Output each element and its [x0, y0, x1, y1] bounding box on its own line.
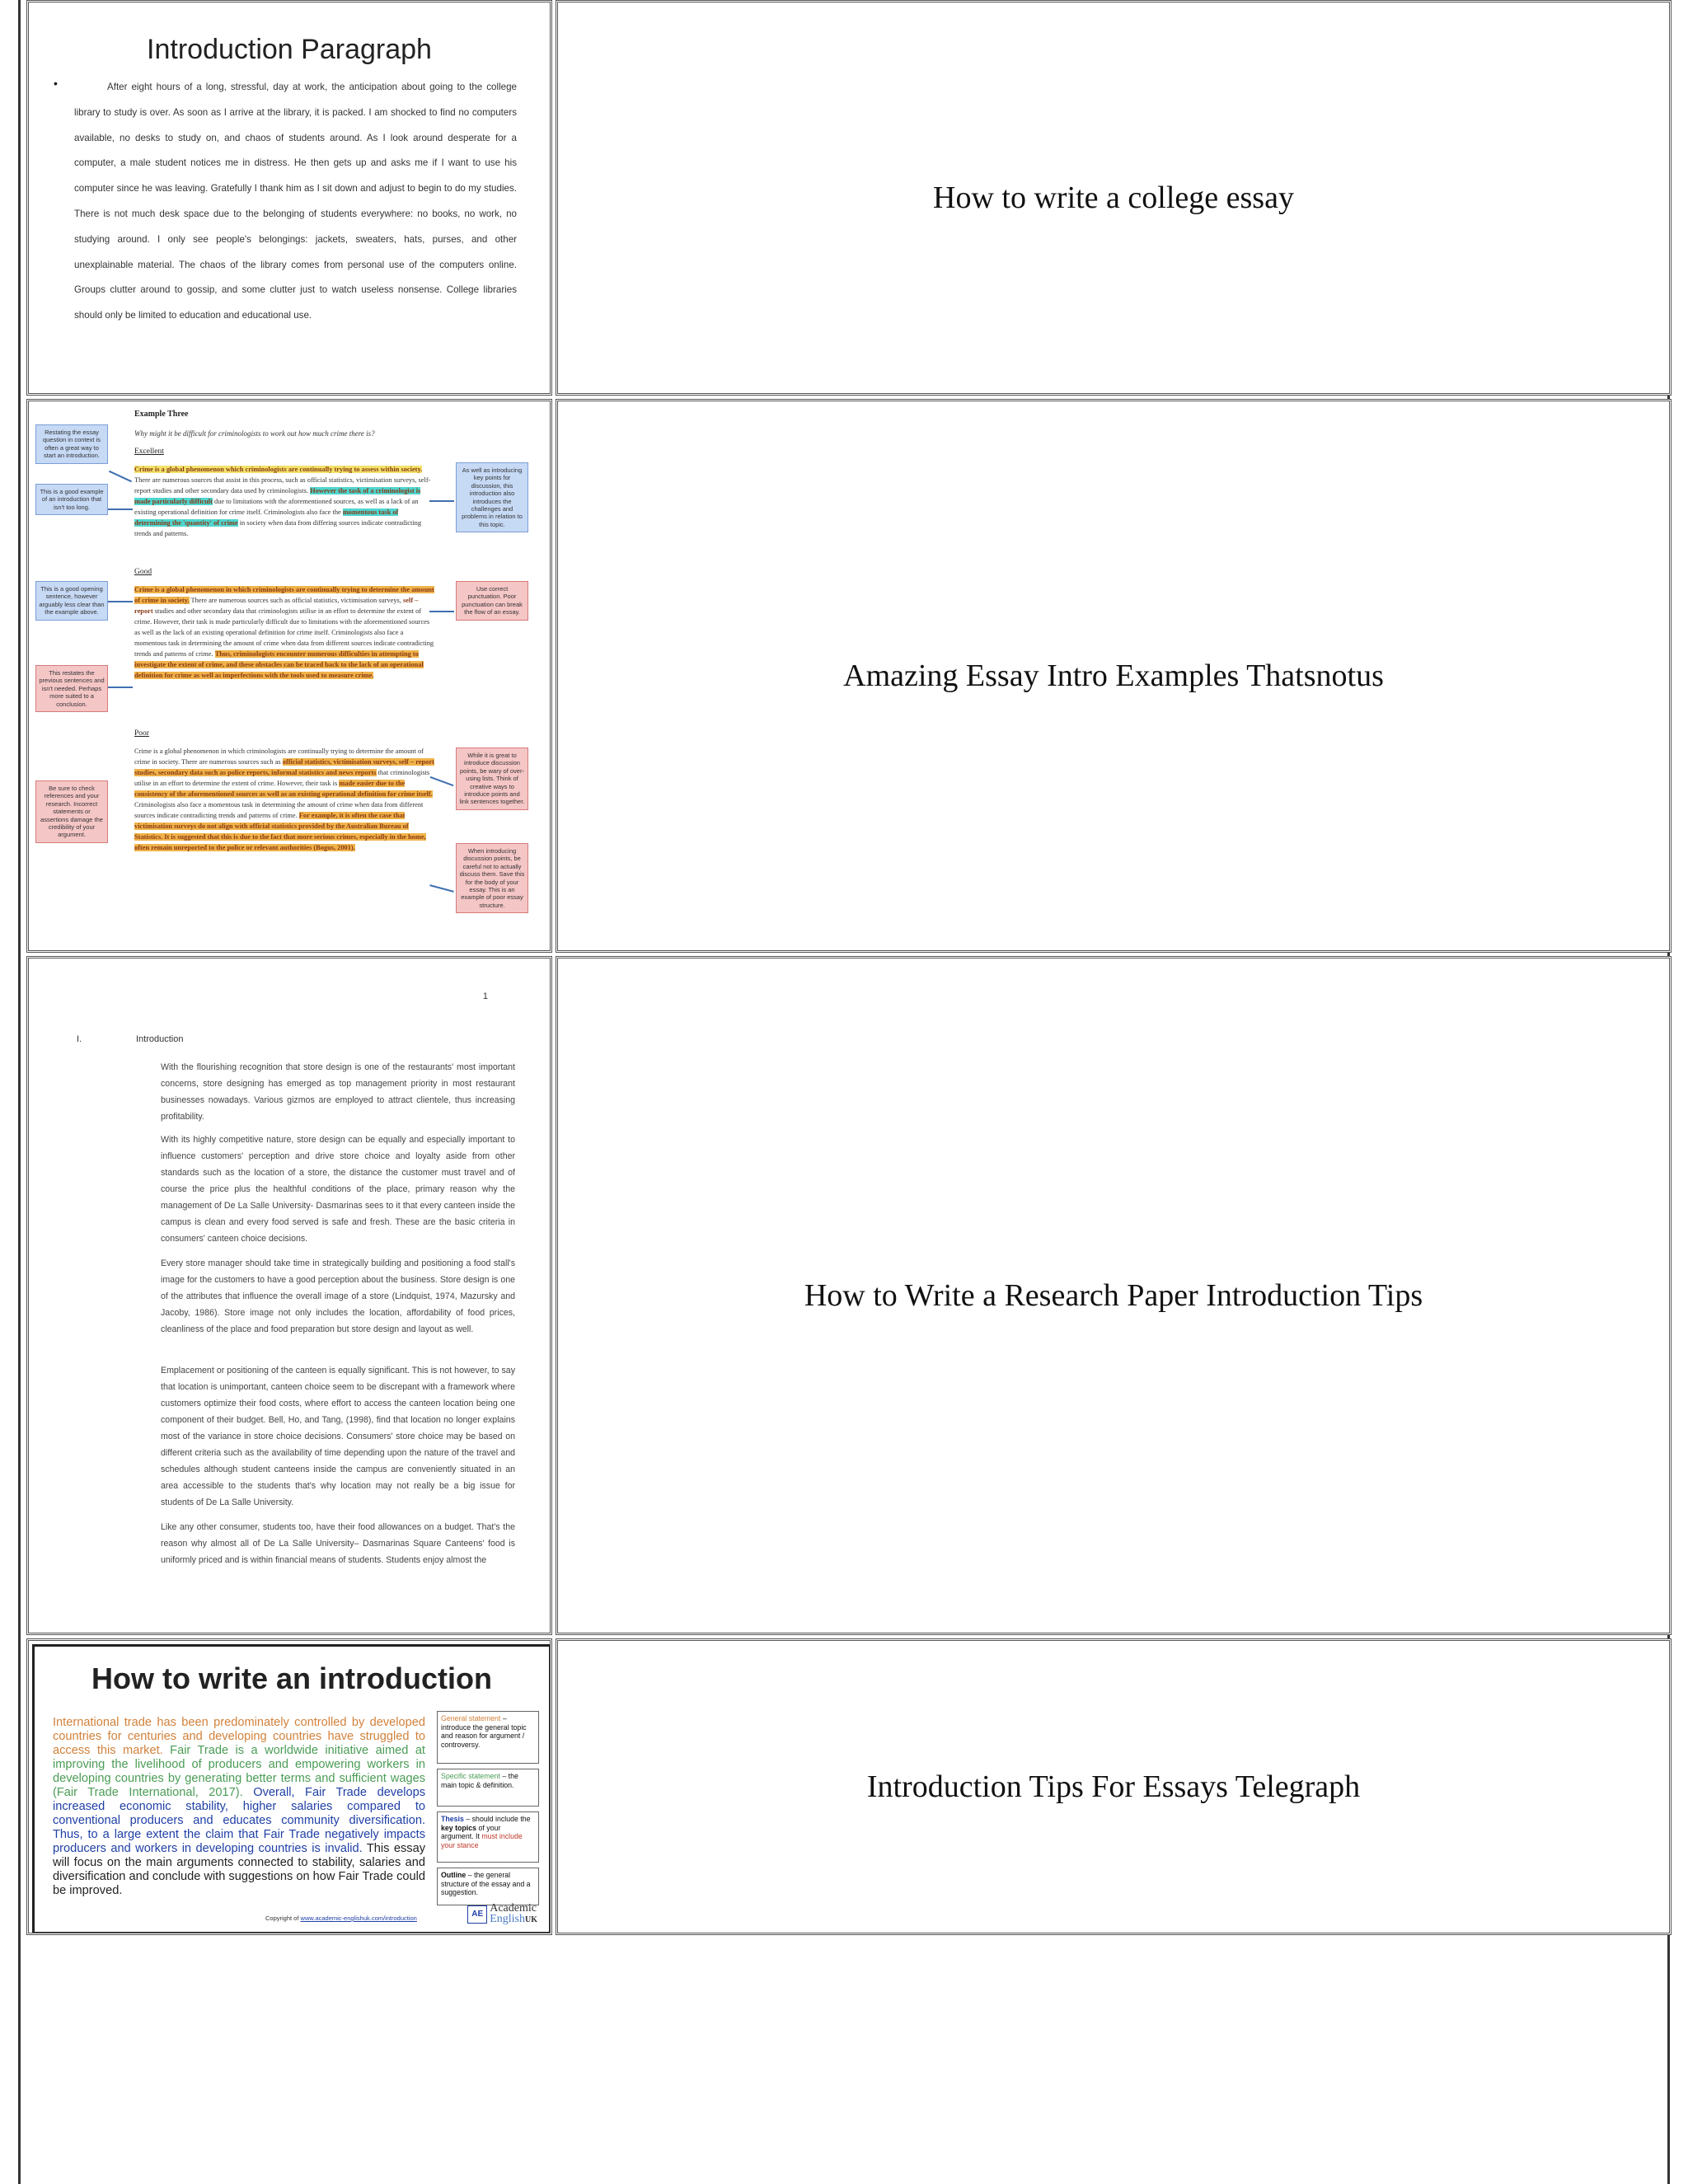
side-box-bold: key topics: [441, 1823, 477, 1832]
side-box-text: – the main topic & definition.: [441, 1772, 518, 1789]
copyright-text: Copyright of: [265, 1915, 301, 1922]
text: in society when data from differing sources indicate contradicting trends and patterns.: [134, 519, 422, 537]
caption-cell-3: [556, 956, 1672, 1635]
logo-text: [490, 1903, 537, 1925]
paragraph: With the flourishing recognition that store design is one of the restaurants' most important concerns, store designing has emerged as top management priority in most restaurant businesses nowadays. Various gizmos are employed to attract clientele, thus increasing profitability.: [161, 1062, 515, 1122]
thumb-paragraph: After eight hours of a long, stressful, day at work, the anticipation about going to the college library to study is over. As soon as I arrive at the library, it is packed. I am shocked to find no computers available, no desks to study on, and chaos of students around. As I look around desperate for a computer, a male student notices me in distress. He then gets up and asks me if I want to use his computer since he was leaving. Gratefully I thank him as I sit down and adjust to begin to do my studies. There is not much desk space due to the belonging of students everywhere: no books, no work, no studying around. I only see people's belongings: jackets, sweaters, hats, purses, and other unexplainable material. The chaos of the library comes from personal use of the computers online. Groups clutter around to gossip, and some clutter just to watch useless nonsense. College libraries should only be limited to education and educational use.: [74, 82, 517, 321]
side-box-warning: must include your stance: [441, 1832, 523, 1849]
logo-word: English: [490, 1913, 525, 1925]
text: due to limitations with the aforementioned sources, as well as a lack of an existing operational definition for crime itself. Criminologists also face the: [134, 498, 419, 516]
side-box-text: – should include the: [463, 1815, 531, 1823]
side-box-heading: Outline: [441, 1871, 467, 1879]
text-excellent: [134, 464, 436, 539]
logo-line2: [490, 1914, 537, 1925]
side-box-thesis: [437, 1811, 539, 1863]
label-good: Good: [134, 568, 152, 576]
side-box-text: of your argument. It: [441, 1823, 501, 1841]
highlight: Crime is a global phenomenon in which criminologists are continually trying to determine the amount of crime in society.: [134, 586, 434, 604]
caption-title[interactable]: How to Write a Research Paper Introduction Tips: [804, 1278, 1423, 1313]
highlight: momentous task of determining the 'quantity' of crime: [134, 509, 399, 527]
side-box-text: – the general structure of the essay and a suggestion.: [441, 1871, 531, 1897]
highlight: For example, it is often the case that victimisation surveys do not align with official statistics provided by the Australian Bureau of Statistics. It is suggested that this is due to the fact that more serious crimes, especially in the home, often remain unreported to the police or relevant authorities (Bogus, 2001).: [134, 812, 426, 851]
text: There are numerous sources such as official statistics, victimisation surveys,: [189, 597, 404, 604]
thesis-text: Overall, Fair Trade develops increased economic stability, higher salaries compared to conventional producers and educates community diversification. Thus, to a large extent the claim that Fair Trade negatively impacts producers and workers in developing countries is invalid.: [53, 1786, 425, 1855]
text: There are numerous sources that assist in this process, such as official statistics, victimisation surveys, self-report studies and other secondary data used by criminologists.: [134, 476, 431, 494]
bullet: •: [54, 77, 58, 90]
thumbnail-essay-intro-examples[interactable]: [26, 399, 552, 953]
bold-text: self – report: [134, 597, 419, 615]
arrow: [108, 687, 133, 688]
example-question: Why might it be difficult for criminologists to work out how much crime there is?: [134, 429, 375, 438]
side-box-heading: General statement: [441, 1714, 501, 1722]
arrow: [108, 601, 133, 602]
paragraph: Like any other consumer, students too, have their food allowances on a budget. That's the reason why almost all of De La Salle University– Dasmarinas Square Canteens' food is uniformly priced and is within financial means of students. Students enjoy almost the: [161, 1522, 515, 1565]
outline-text: This essay will focus on the main arguments connected to stability, salaries and diversification and conclude with suggestions on how Fair Trade could be improved.: [53, 1842, 425, 1897]
thumb-title: Introduction Paragraph: [147, 34, 432, 65]
arrow: [429, 611, 454, 612]
thumbnail-introduction-paragraph[interactable]: [26, 0, 552, 396]
note-opening-sentence: This is a good opening sentence, however arguably less clear than the example above.: [35, 581, 108, 621]
side-box-general: [437, 1711, 539, 1764]
highlight: Crime is a global phenomenon which criminologists are continually trying to assess within society.: [134, 466, 423, 473]
note-punctuation: Use correct punctuation. Poor punctuation can break the flow of an essay.: [456, 581, 528, 621]
side-box-heading: Thesis: [441, 1815, 464, 1823]
note-key-points: As well as introducing key points for discussion, this introduction also introduces the challenges and problems in relation to this topic.: [456, 462, 528, 532]
label-poor: Poor: [134, 729, 149, 738]
thumbnail-outer: [26, 1638, 552, 1935]
highlight: Thus, criminologists encounter numerous difficulties in attempting to investigate the extent of crime, and these obstacles can be traced back to the lack of an operational definition for crime as well as imperfections with the tools used to measure crime.: [134, 650, 424, 679]
highlight: official statistics, victimisation surveys, self – report studies, secondary data such as police reports, informal statistics and news reports: [134, 758, 434, 776]
caption-title[interactable]: Amazing Essay Intro Examples Thatsnotus: [843, 658, 1384, 693]
paragraph: Emplacement or positioning of the canteen is equally significant. This is not however, to say that location is unimportant, canteen choice seem to be discrepant with a framework where customers optimize their food costs, where effort to access the canteen location being one component of their budget. Bell, Ho, and Tang, (1998), find that location no longer explains most of the variance in store choice decisions. Consumers' store choice may be based on different criteria such as the availability of time depending upon the nature of the travel and schedules although student canteens inside the campus are conveniently situated in an area accessible to the students that's why location may not really be a big issue for students of De La Salle University.: [161, 1366, 515, 1507]
section-heading: Introduction: [136, 1034, 184, 1044]
arrow: [429, 884, 453, 893]
intro-paragraph: [53, 1716, 425, 1898]
paragraph: With its highly competitive nature, store design can be equally and especially important to influence customers' perception and drive store choice and loyalty aside from other standards such as the location of a store, the distance the customer must travel and of course the price plus the healthful conditions of the place, primary reason why the management of De La Salle University- Dasmarinas sees to it that every canteen inside the campus is clean and every food served is safe and fresh. These are the basic criteria in consumers' canteen choice decisions.: [161, 1135, 515, 1244]
caption-cell-2: [556, 399, 1672, 953]
note-good-example: This is a good example of an introduction that isn't too long.: [35, 484, 108, 515]
side-box-outline: [437, 1868, 539, 1905]
specific-statement-text: Fair Trade is a worldwide initiative aimed at improving the livelihood of producers and empowering workers in developing countries by generating better terms and sufficient wages (Fair Trade International, 2017).: [53, 1744, 425, 1799]
text: Crime is a global phenomenon in which criminologists are continually trying to determine the amount of crime in society. There are numerous sources such as: [134, 748, 424, 766]
text-poor: [134, 746, 436, 853]
note-restating: Restating the essay question in context is often a great way to start an introduction.: [35, 424, 108, 464]
logo-uk: UK: [525, 1915, 537, 1924]
logo-mark: AE: [467, 1905, 487, 1924]
text: Criminologists also face a momentous task in determining the amount of crime when data from different sources indicate contradicting trends and patterns of crime.: [134, 801, 424, 819]
text: that criminologists utilise in an effort to determine the extent of crime. However, their task is: [134, 769, 430, 787]
copyright-link[interactable]: www.academic-englishuk.com/introduction: [300, 1915, 417, 1922]
label-excellent: Excellent: [134, 448, 164, 456]
arrow: [109, 471, 132, 482]
note-lists: While it is great to introduce discussion points, be wary of over-using lists. Think of creative ways to introduce points and link sentences together.: [456, 748, 528, 810]
example-title: Example Three: [134, 410, 189, 419]
thumb-title: How to write an introduction: [91, 1661, 492, 1695]
note-check-references: Be sure to check references and your research. Incorrect statements or assertions damage the credibility of your argument.: [35, 780, 108, 843]
page-number: 1: [482, 991, 488, 1001]
note-restates: This restates the previous sentences and isn't needed. Perhaps more suited to a conclusion.: [35, 665, 108, 712]
paragraph: Every store manager should take time in strategically building and positioning a food stall's image for the customers to have a good perception about the business. Store design is one of the attributes that influence the overall image of a store (Lindquist, 1974, Mazursky and Jacoby, 1986). Store image not only includes the location, affordability of food prices, cleanliness of the place and food preparation but store design and layout as well.: [161, 1258, 515, 1334]
general-statement-text: International trade has been predominately controlled by developed countries for centuries and developing countries have struggled to access this market.: [53, 1716, 425, 1757]
caption-title[interactable]: Introduction Tips For Essays Telegraph: [866, 1769, 1361, 1804]
logo-line1: Academic: [490, 1902, 537, 1915]
text-good: [134, 584, 436, 681]
thumbnail-how-to-write-intro[interactable]: [32, 1644, 551, 1934]
section-number: I.: [77, 1034, 82, 1044]
copyright: [265, 1915, 417, 1922]
note-discussion-points: When introducing discussion points, be careful not to actually discuss them. Save this for the body of your essay. This is an example of poor essay structure.: [456, 843, 528, 913]
thumbnail-research-paper-intro[interactable]: [26, 956, 552, 1635]
arrow: [108, 509, 133, 510]
text: studies and other secondary data that criminologists utilise in an effort to determine the extent of crime. However, their task is made particularly difficult due to limitations with the aforementioned sources as well as the lack of an existing operational definition for crime itself. Criminologists also face a momentous task in determining the amount of crime when data from different sources indicate contradicting trends and patterns of crime.: [134, 607, 434, 658]
side-box-heading: Specific statement: [441, 1772, 500, 1780]
side-box-specific: [437, 1769, 539, 1807]
caption-title[interactable]: How to write a college essay: [933, 180, 1294, 215]
highlight: made easier due to the consistency of the aforementioned sources as well as an existing operational definition for crime itself.: [134, 780, 433, 798]
caption-cell-1: [556, 0, 1672, 396]
highlight: However the task of a criminologist is made particularly difficult: [134, 487, 421, 505]
caption-cell-4: [556, 1638, 1672, 1935]
academic-english-logo: [467, 1903, 537, 1925]
arrow: [429, 500, 454, 502]
side-box-text: – introduce the general topic and reason for argument / controversy.: [441, 1714, 527, 1749]
